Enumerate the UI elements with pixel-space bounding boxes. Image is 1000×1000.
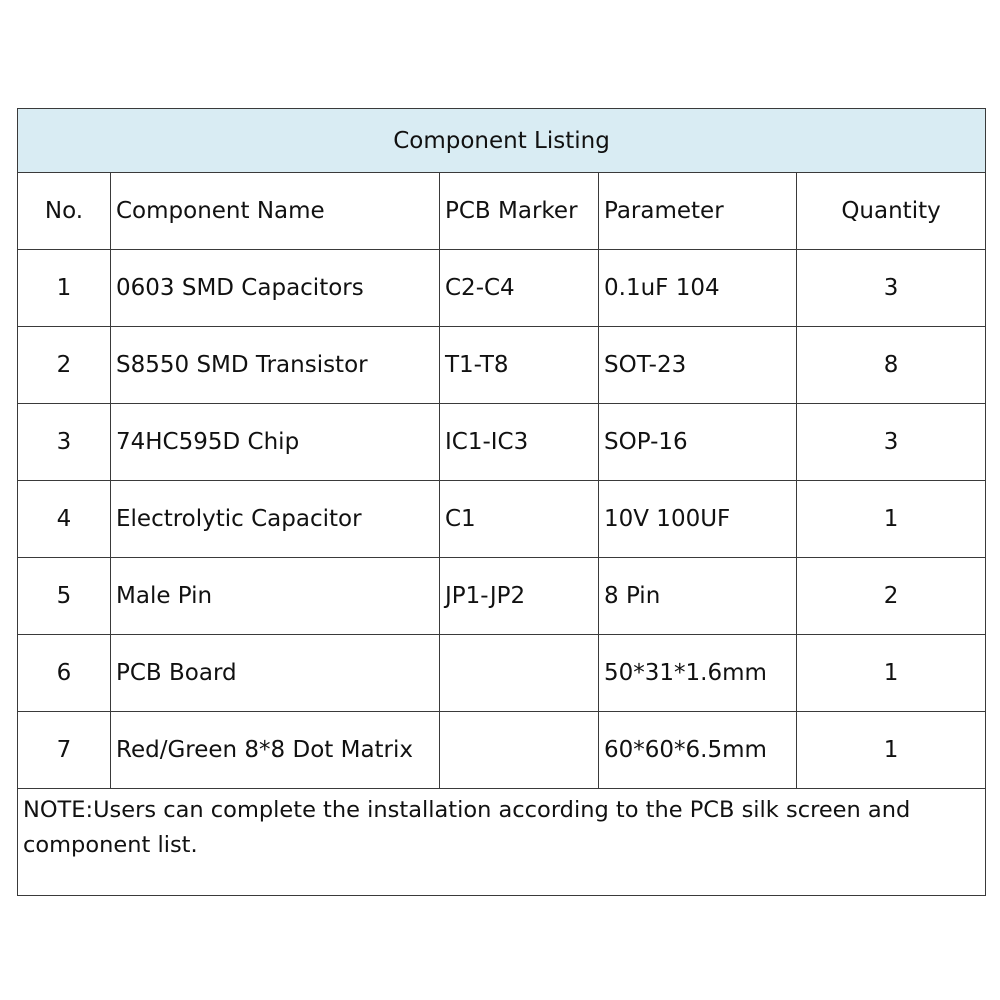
column-header-quantity: Quantity — [797, 173, 986, 250]
column-header-no: No. — [18, 173, 111, 250]
cell-no: 7 — [18, 712, 111, 789]
component-table — [17, 108, 986, 896]
cell-pcb-marker: T1-T8 — [440, 327, 599, 404]
cell-quantity: 2 — [797, 558, 986, 635]
cell-quantity: 1 — [797, 635, 986, 712]
table-header-row — [18, 173, 986, 250]
cell-component-name: Red/Green 8*8 Dot Matrix — [111, 712, 440, 789]
cell-no: 3 — [18, 404, 111, 481]
table-row — [18, 327, 986, 404]
cell-pcb-marker: C2-C4 — [440, 250, 599, 327]
note-text: NOTE:Users can complete the installation according to the PCB silk screen and component list. — [18, 789, 986, 896]
table-row — [18, 404, 986, 481]
cell-component-name: Electrolytic Capacitor — [111, 481, 440, 558]
table-row — [18, 635, 986, 712]
note-row — [18, 789, 986, 896]
cell-component-name: 74HC595D Chip — [111, 404, 440, 481]
cell-parameter: SOP-16 — [599, 404, 797, 481]
cell-no: 6 — [18, 635, 111, 712]
table-row — [18, 481, 986, 558]
cell-no: 4 — [18, 481, 111, 558]
cell-component-name: Male Pin — [111, 558, 440, 635]
cell-component-name: 0603 SMD Capacitors — [111, 250, 440, 327]
cell-parameter: 0.1uF 104 — [599, 250, 797, 327]
cell-quantity: 3 — [797, 250, 986, 327]
cell-quantity: 1 — [797, 481, 986, 558]
table-row — [18, 558, 986, 635]
cell-no: 1 — [18, 250, 111, 327]
table-title-row — [18, 109, 986, 173]
cell-pcb-marker — [440, 712, 599, 789]
cell-parameter: SOT-23 — [599, 327, 797, 404]
cell-component-name: S8550 SMD Transistor — [111, 327, 440, 404]
table-title: Component Listing — [18, 109, 986, 173]
column-header-component-name: Component Name — [111, 173, 440, 250]
cell-parameter: 8 Pin — [599, 558, 797, 635]
cell-pcb-marker: C1 — [440, 481, 599, 558]
cell-parameter: 60*60*6.5mm — [599, 712, 797, 789]
cell-pcb-marker: IC1-IC3 — [440, 404, 599, 481]
column-header-pcb-marker: PCB Marker — [440, 173, 599, 250]
table-row — [18, 712, 986, 789]
cell-quantity: 1 — [797, 712, 986, 789]
cell-parameter: 10V 100UF — [599, 481, 797, 558]
cell-parameter: 50*31*1.6mm — [599, 635, 797, 712]
cell-no: 2 — [18, 327, 111, 404]
table-row — [18, 250, 986, 327]
cell-quantity: 8 — [797, 327, 986, 404]
cell-quantity: 3 — [797, 404, 986, 481]
component-listing-sheet — [17, 108, 985, 898]
cell-no: 5 — [18, 558, 111, 635]
cell-component-name: PCB Board — [111, 635, 440, 712]
cell-pcb-marker: JP1-JP2 — [440, 558, 599, 635]
column-header-parameter: Parameter — [599, 173, 797, 250]
cell-pcb-marker — [440, 635, 599, 712]
